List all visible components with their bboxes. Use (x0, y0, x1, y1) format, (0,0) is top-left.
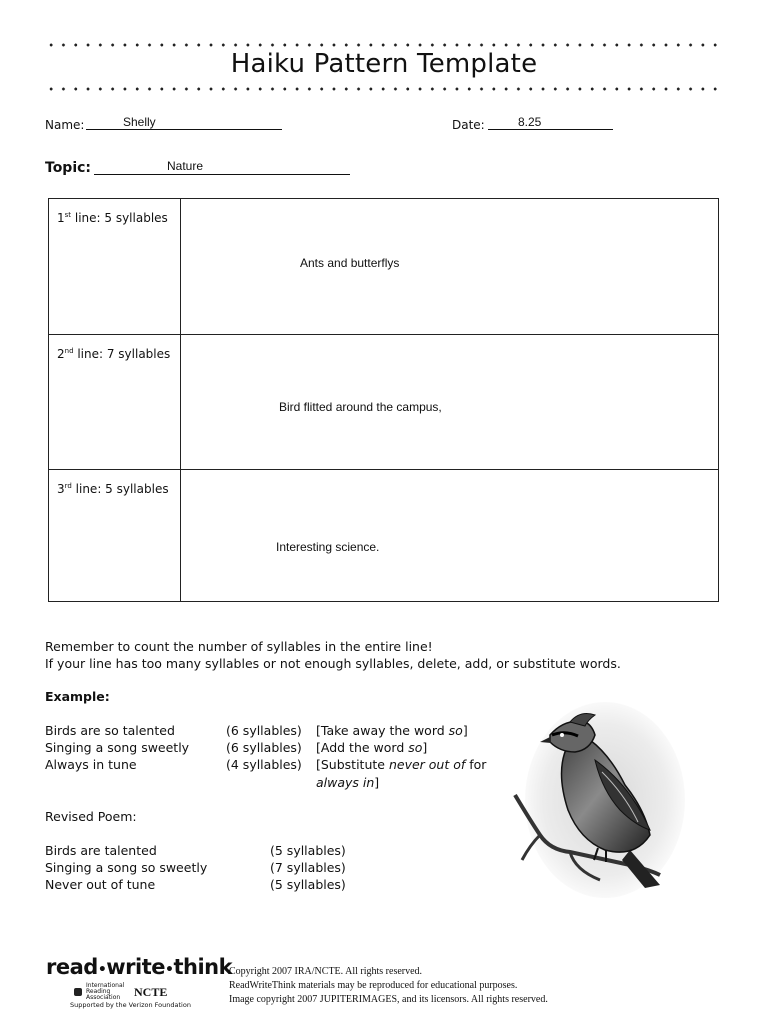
ira-logo-icon (74, 988, 82, 996)
table-row-2 (49, 334, 718, 469)
ncte-label: NCTE (134, 984, 168, 999)
example-count-1: (6 syllables) (226, 723, 302, 738)
page-title: Haiku Pattern Template (230, 49, 538, 79)
example-note-2: [Add the word so] (316, 740, 428, 755)
supported-by: Supported by the Verizon Foundation (70, 1001, 191, 1009)
example-heading: Example: (45, 689, 110, 704)
revised-line-2: Singing a song so sweetly (45, 860, 208, 875)
haiku-line-2[interactable]: Bird flitted around the campus, (279, 400, 442, 414)
revised-count-3: (5 syllables) (270, 877, 346, 892)
example-count-2: (6 syllables) (226, 740, 302, 755)
revised-line-3: Never out of tune (45, 877, 156, 892)
copyright-line-3: Image copyright 2007 JUPITERIMAGES, and its licensors. All rights reserved. (229, 994, 548, 1005)
example-count-3: (4 syllables) (226, 757, 302, 772)
date-label: Date: (452, 118, 485, 132)
row-label-3: 3rd line: 5 syllables (57, 482, 169, 496)
example-line-3: Always in tune (45, 757, 137, 772)
table-row-1 (49, 199, 718, 334)
topic-label: Topic: (45, 160, 92, 176)
name-underline (86, 129, 282, 130)
example-note-1: [Take away the word so] (316, 723, 468, 738)
date-underline (488, 129, 613, 130)
haiku-table (48, 198, 719, 602)
instruction-line-2: If your line has too many syllables or not enough syllables, delete, add, or substitute words. (45, 656, 621, 671)
example-line-1: Birds are so talented (45, 723, 175, 738)
haiku-line-1[interactable]: Ants and butterflys (300, 256, 400, 270)
bird-illustration (510, 700, 685, 900)
revised-line-1: Birds are talented (45, 843, 157, 858)
copyright-line-1: Copyright 2007 IRA/NCTE. All rights reserved. (229, 966, 423, 977)
name-label: Name: (45, 118, 85, 132)
instruction-line-1: Remember to count the number of syllables in the entire line! (45, 639, 433, 654)
ira-label: International Reading Association (86, 982, 125, 1001)
topic-field[interactable]: Nature (167, 159, 204, 173)
revised-count-1: (5 syllables) (270, 843, 346, 858)
revised-heading: Revised Poem: (45, 809, 137, 824)
table-row-3 (49, 469, 718, 603)
logo-partners (74, 983, 232, 1001)
copyright-line-2: ReadWriteThink materials may be reproduced for educational purposes. (229, 980, 518, 991)
revised-count-2: (7 syllables) (270, 860, 346, 875)
haiku-line-3[interactable]: Interesting science. (276, 540, 380, 554)
example-line-2: Singing a song sweetly (45, 740, 190, 755)
topic-underline (94, 174, 350, 175)
example-note-3: [Substitute never out of for (316, 757, 487, 772)
date-field[interactable]: 8.25 (518, 115, 542, 129)
row-label-2: 2nd line: 7 syllables (57, 347, 171, 361)
row-label-1: 1st line: 5 syllables (57, 211, 168, 225)
readwritethink-logo (46, 956, 232, 1009)
title-bottom-dotted-rule (45, 87, 725, 91)
name-field[interactable]: Shelly (123, 115, 156, 129)
title-top-dotted-rule (45, 43, 725, 47)
example-note-3-continued: always in] (316, 775, 380, 790)
logo-wordmark: read•write•think (46, 955, 233, 979)
